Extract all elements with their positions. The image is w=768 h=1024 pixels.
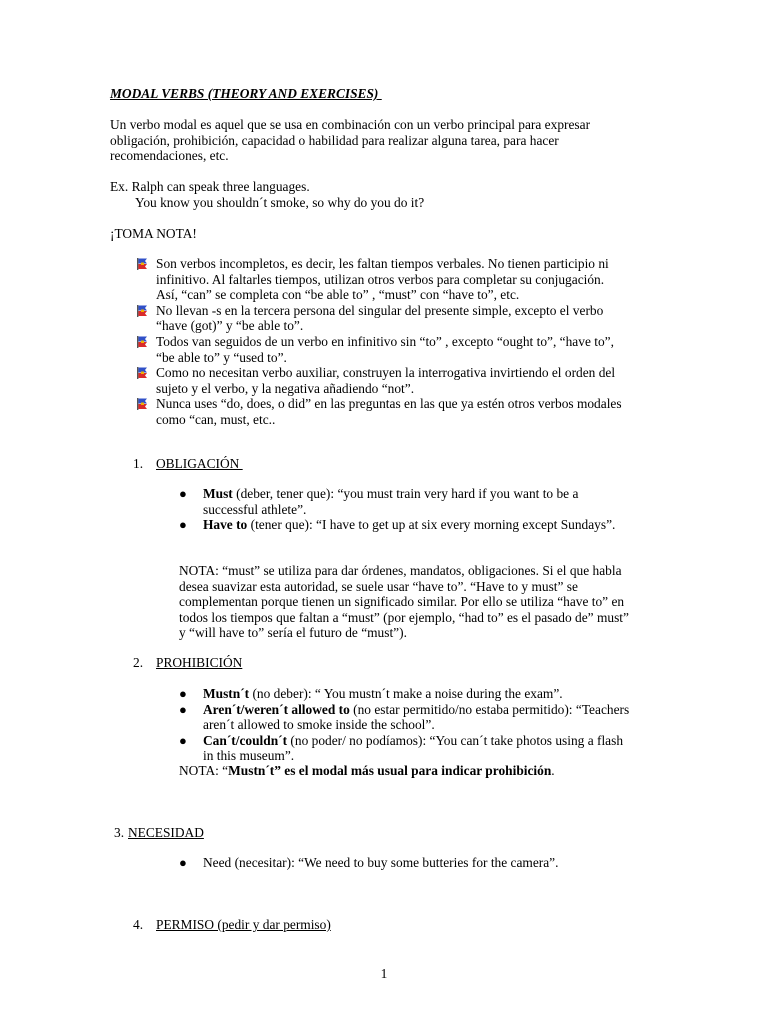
toma-nota-heading: ¡TOMA NOTA!: [110, 226, 197, 241]
intro-paragraph: [110, 117, 670, 164]
bullet-icon: ●: [179, 701, 187, 717]
bullet-icon: ●: [179, 732, 187, 748]
examples: [110, 179, 670, 210]
bullet-icon: ●: [179, 517, 187, 533]
notes-list: [136, 256, 676, 428]
necessity-list: [179, 855, 669, 871]
flag-bullet-icon: [136, 398, 148, 410]
list-item: ● Must (deber, tener que): “you must train very hard if you want to be a successful athlete”.: [179, 486, 579, 517]
list-item: No llevan -s en la tercera persona del singular del presente simple, excepto el verbo “have (got)” y “be able to”.: [136, 303, 676, 334]
intro-line: recomendaciones, etc.: [110, 148, 229, 164]
flag-bullet-icon: [136, 258, 148, 270]
obligation-note: NOTA: “must” se utiliza para dar órdenes, mandatos, obligaciones. Si el que habla desea suavizar esta autoridad, se suele usar “have to”. “Have to y must” se complementan porque tienen un significado similar. Por ello se utiliza “have to” en todos los tiempos que faltan a “must” (por ejemplo, “had to” es el pasado de” must” y “will have to” sería el futuro de “must”).: [179, 563, 629, 641]
obligation-list: [179, 486, 659, 533]
page-number: 1: [380, 966, 388, 981]
list-item: Como no necesitan verbo auxiliar, construyen la interrogativa invirtiendo el orden del sujeto y el verbo, y la negativa añadiendo “not”.: [136, 365, 676, 396]
bullet-icon: ●: [179, 686, 187, 701]
document-page: MODAL VERBS (THEORY AND EXERCISES) Un verbo modal es aquel que se usa en combinación con un verbo principal para expresar obligación, prohibición, capacidad o habilidad para realizar alguna tarea, para hacer recomendaciones, etc. Ex. Ralph can speak three languages. You know you shouldn´t smoke, so why do you do it? ¡TOMA NOTA! Son verbos incompletos, es decir, les faltan tiempos verbales. No tienen participio ni infinitivo. Al faltarles tiempos, utilizan otros verbos para completar su conjugación. Así, “can” se completa con “be able to” , “must” con “have to”, etc. No llevan -s en la tercera persona del singular del presente simple, excepto el verbo “have (got)” y “be able to”. Todos van seguidos de un verbo en infinitivo sin “to” , excepto “ought to”, “have to”, “be able to” y “used to”. Como no necesitan verbo auxiliar, construyen la interrogativa invirtiendo el orden del sujeto y el verbo, y la negativa añadiendo “not”. Nunca uses “do, does, o did” en las preguntas en las que ya estén otros verbos modales como “can, must, etc.. 1. OBLIGACIÓN ● Must (deber, tener que): “you must train very hard if you want to be a successful athlete”. ● Have to (tener que): “I have to get up at six every morning except Sundays”. NOTA: “must” se utiliza para dar órdenes, mandatos, obligaciones. Si el que habla desea suavizar esta autoridad, se suele usar “have to”. “Have to y must” se complementan porque tienen un significado similar. Por ello se utiliza “have to” en todos los tiempos que faltan a “must” (por ejemplo, “had to” es el pasado de” must” y “will have to” sería el futuro de “must”). 2. PROHIBICIÓN ● Mustn´t (no deber): “ You mustn´t make a noise during the exam”. ● Aren´t/weren´t allowed to (no estar permitido/no estaba permitido): “Teachers aren´t allowed to smoke inside the school”. ● Can´t/couldn´t (no poder/ no podíamos): “You can´t take photos using a flash in this museum”. NOTA: “Mustn´t” es el modal más usual para indicar prohibición. 3. NECESIDAD ● Need (necesitar): “We need to buy some butteries for the camera”. 4. PERMISO (pedir y dar permiso) 1: [0, 0, 768, 1024]
list-item: Son verbos incompletos, es decir, les faltan tiempos verbales. No tienen participio ni infinitivo. Al faltarles tiempos, utilizan otros verbos para completar su conjugación. Así, “can” se completa con “be able to” , “must” con “have to”, etc.: [136, 256, 676, 303]
list-item: ● Need (necesitar): “We need to buy some butteries for the camera”.: [179, 855, 559, 870]
prohibition-note: NOTA: “Mustn´t” es el modal más usual para indicar prohibición.: [179, 763, 555, 778]
flag-bullet-icon: [136, 305, 148, 317]
flag-bullet-icon: [136, 336, 148, 348]
intro-line: Un verbo modal es aquel que se usa en combinación con un verbo principal para expresar: [110, 117, 591, 132]
list-item: ● Have to (tener que): “I have to get up at six every morning except Sundays”.: [179, 517, 616, 533]
bullet-icon: ●: [179, 855, 187, 870]
list-item: Nunca uses “do, does, o did” en las preguntas en las que ya estén otros verbos modales como “can, must, etc..: [136, 396, 676, 427]
list-item: ● Aren´t/weren´t allowed to (no estar permitido/no estaba permitido): “Teachers aren´t allowed to smoke inside the school”.: [179, 701, 630, 733]
bullet-icon: ●: [179, 486, 187, 501]
example-line: Ex. Ralph can speak three languages.: [110, 179, 310, 194]
example-line: You know you shouldn´t smoke, so why do you do it?: [135, 194, 425, 210]
flag-bullet-icon: [136, 367, 148, 379]
document-title: MODAL VERBS (THEORY AND EXERCISES): [110, 86, 382, 101]
list-item: Todos van seguidos de un verbo en infinitivo sin “to” , excepto “ought to”, “have to”, “be able to” y “used to”.: [136, 334, 676, 365]
list-item: ● Can´t/couldn´t (no poder/ no podíamos): “You can´t take photos using a flash in this museum”.: [179, 732, 624, 764]
prohibition-list: [179, 686, 669, 764]
list-item: ● Mustn´t (no deber): “ You mustn´t make a noise during the exam”.: [179, 686, 563, 701]
intro-line: obligación, prohibición, capacidad o habilidad para realizar alguna tarea, para hacer: [110, 132, 559, 148]
